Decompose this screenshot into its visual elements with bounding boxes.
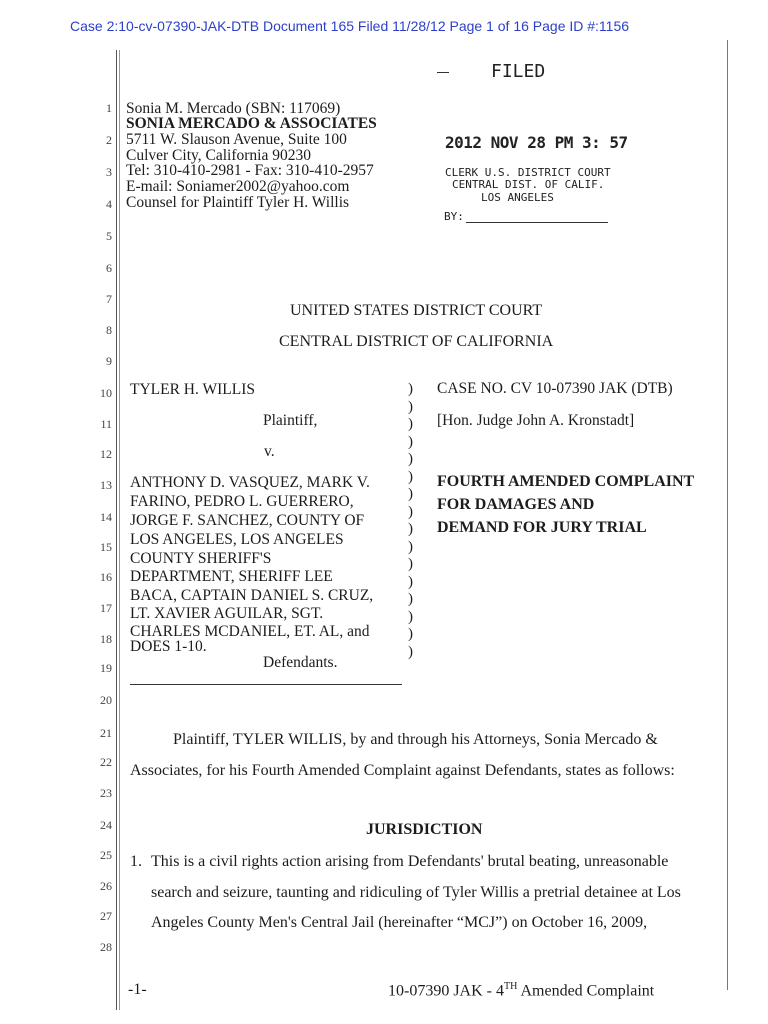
defendant-line: DEPARTMENT, SHERIFF LEE [130,568,333,585]
attorney-address-line-1: 5711 W. Slauson Avenue, Suite 100 [126,131,347,148]
line-number: 25 [100,848,112,862]
attorney-name: Sonia M. Mercado (SBN: 117069) [126,100,341,117]
line-number: 28 [100,940,112,954]
margin-rule-left-inner [119,50,120,1010]
stamp-signature-line [466,222,608,223]
footer-doc-superscript: TH [504,981,518,992]
defendant-line: DOES 1-10. [130,638,207,655]
line-number: 3 [106,165,112,179]
defendant-line: BACA, CAPTAIN DANIEL S. CRUZ, [130,587,374,604]
line-number: 5 [106,229,112,243]
intro-line-1: Plaintiff, TYLER WILLIS, by and through his Attorneys, Sonia Mercado & [173,731,658,748]
footer-doc-base: 10-07390 JAK - 4 [388,982,504,1000]
paragraph-line-3: Angeles County Men's Central Jail (hereinafter “MCJ”) on October 16, 2009, [151,914,648,931]
attorney-firm: SONIA MERCADO & ASSOCIATES [126,115,377,132]
line-number: 6 [106,261,112,275]
attorney-counsel-line: Counsel for Plaintiff Tyler H. Willis [126,194,350,211]
line-number: 27 [100,909,112,923]
stamp-clerk-line-3: LOS ANGELES [481,191,554,204]
paragraph-line-1: This is a civil rights action arising from Defendants' brutal beating, unreasonable [151,853,669,870]
line-number: 11 [100,417,112,431]
line-number: 2 [106,133,112,147]
section-heading: JURISDICTION [366,821,483,838]
stamp-clerk-line-1: CLERK U.S. DISTRICT COURT [445,166,611,179]
footer-document-label [388,981,654,1000]
stamp-clerk-line-2: CENTRAL DIST. OF CALIF. [452,178,605,191]
defendant-line: COUNTY SHERIFF'S [130,550,272,567]
stamp-datetime: 2012 NOV 28 PM 3: 57 [445,133,628,152]
line-number: 7 [106,292,112,306]
attorney-address-line-2: Culver City, California 90230 [126,147,311,164]
line-number: 21 [100,726,112,740]
margin-rule-right [727,40,728,990]
defendant-line: ANTHONY D. VASQUEZ, MARK V. [130,474,370,491]
line-number: 8 [106,323,112,337]
defendant-line: FARINO, PEDRO L. GUERRERO, [130,493,354,510]
line-number: 13 [100,478,112,492]
defendant-line: JORGE F. SANCHEZ, COUNTY OF [130,512,365,529]
line-number: 20 [100,693,112,707]
line-number: 24 [100,818,112,832]
line-number: 9 [106,354,112,368]
defendants-role: Defendants. [263,654,338,671]
footer-page-number: -1- [128,981,147,998]
line-number: 17 [100,601,112,615]
caption-rule [130,684,402,685]
line-number: 15 [100,540,112,554]
plaintiff-role: Plaintiff, [263,412,318,429]
line-number: 18 [100,632,112,646]
margin-rule-left [116,50,117,1010]
paragraph-number: 1. [130,853,142,870]
line-number: 26 [100,879,112,893]
line-number: 4 [106,197,112,211]
complaint-title-line-3: DEMAND FOR JURY TRIAL [437,519,647,536]
court-district: CENTRAL DISTRICT OF CALIFORNIA [279,333,554,350]
defendant-line: LT. XAVIER AGUILAR, SGT. [130,605,324,622]
line-number: 19 [100,661,112,675]
paragraph-line-2: search and seizure, taunting and ridiculing of Tyler Willis a pretrial detainee at Los [151,884,681,901]
line-number: 12 [100,447,112,461]
stamp-dash [437,72,449,73]
versus: v. [264,443,275,460]
defendant-line: CHARLES MCDANIEL, ET. AL, and [130,623,370,640]
line-number: 1 [106,101,112,115]
footer-doc-tail: Amended Complaint [517,982,655,1000]
attorney-email: E-mail: Soniamer2002@yahoo.com [126,178,350,195]
complaint-title-line-1: FOURTH AMENDED COMPLAINT [437,473,695,490]
court-name: UNITED STATES DISTRICT COURT [290,302,543,319]
judge-name: [Hon. Judge John A. Kronstadt] [437,412,635,429]
stamp-filed: FILED [491,61,546,82]
intro-line-2: Associates, for his Fourth Amended Complaint against Defendants, states as follows: [130,762,675,779]
stamp-by: BY: [444,210,464,223]
filing-header: Case 2:10-cv-07390-JAK-DTB Document 165 Filed 11/28/12 Page 1 of 16 Page ID #:1156 [70,18,630,34]
line-number: 10 [100,386,112,400]
line-number: 16 [100,570,112,584]
complaint-title-line-2: FOR DAMAGES AND [437,496,595,513]
line-number: 22 [100,755,112,769]
line-number: 14 [100,510,112,524]
plaintiff-name: TYLER H. WILLIS [130,381,255,398]
attorney-phone: Tel: 310-410-2981 - Fax: 310-410-2957 [126,162,374,179]
caption-parentheses: ) ) ) ) ) ) ) ) ) ) ) ) ) ) ) ) [408,381,413,660]
line-number: 23 [100,786,112,800]
defendant-line: LOS ANGELES, LOS ANGELES [130,531,344,548]
case-number: CASE NO. CV 10-07390 JAK (DTB) [437,380,673,397]
